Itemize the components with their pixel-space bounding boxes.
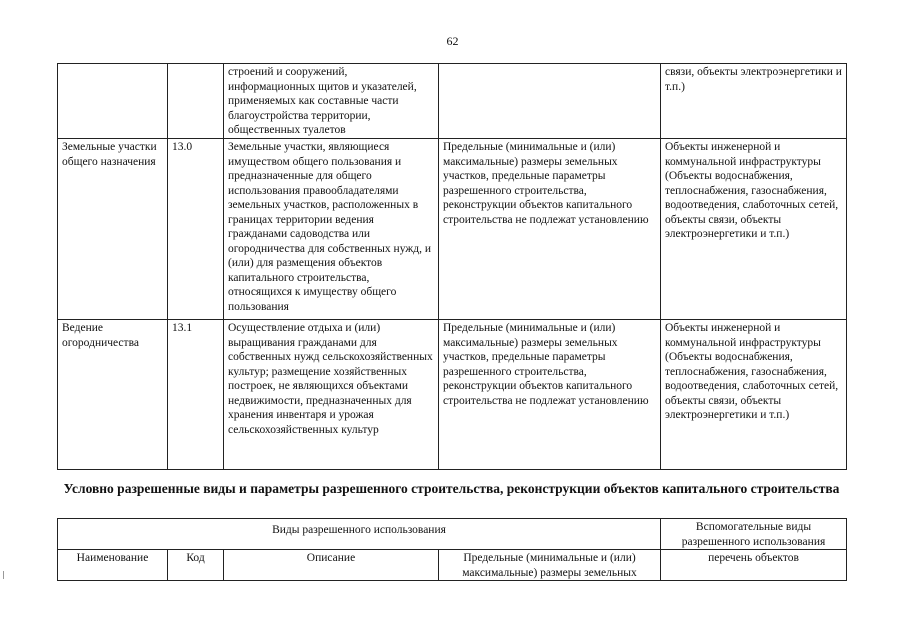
row-name: Ведение огородничества (58, 320, 168, 470)
row-code: 13.1 (168, 320, 224, 470)
section-heading: Условно разрешенные виды и параметры разрешенного строительства, реконструкции объектов капитального строительства (63, 481, 840, 496)
row-parameters: Предельные (минимальные и (или) максимальные) размеры земельных участков, предельные параметры разрешенного строительства, реконструкции объектов капитального строительства не подлежат установлению (439, 320, 661, 470)
col-code-header: Код (168, 550, 224, 581)
row-parameters: Предельные (минимальные и (или) максимальные) размеры земельных участков, предельные параметры разрешенного строительства, реконструкции объектов капитального строительства не подлежат установлению (439, 139, 661, 320)
row-description: Земельные участки, являющиеся имуществом общего пользования и предназначенные для общего использования правообладателями земельных участков, расположенных в границах территории ведения гражданами садоводства или огородничества для собственных нужд, и (или) для размещения объектов капитального строительства, относящихся к имуществу общего пользования (224, 139, 439, 320)
group-header: Виды разрешенного использования (58, 519, 661, 550)
conditional-uses-table (57, 518, 847, 581)
row-description: Осуществление отдыха и (или) выращивания гражданами для собственных нужд сельскохозяйственных культур; размещение хозяйственных построек, не являющихся объектами недвижимости, предназначенных для хранения инвентаря и урожая сельскохозяйственных культур (224, 320, 439, 470)
row-auxiliary: Объекты инженерной и коммунальной инфраструктуры (Объекты водоснабжения, теплоснабжения, газоснабжения, водоотведения, слаботочных сетей, объекты связи, объекты электроэнергетики и т.п.) (661, 139, 847, 320)
row-parameters (439, 64, 661, 139)
col-parameters-header: Предельные (минимальные и (или) максимальные) размеры земельных (439, 550, 661, 581)
row-name (58, 64, 168, 139)
table-header-row (58, 519, 847, 550)
row-auxiliary: Объекты инженерной и коммунальной инфраструктуры (Объекты водоснабжения, теплоснабжения, газоснабжения, водоотведения, слаботочных сетей, объекты связи, объекты электроэнергетики и т.п.) (661, 320, 847, 470)
table-row (58, 139, 847, 320)
row-description: строений и сооружений, информационных щитов и указателей, применяемых как составные части благоустройства территории, общественных туалетов (224, 64, 439, 139)
table-row (58, 320, 847, 470)
row-code (168, 64, 224, 139)
table-subheader-row (58, 550, 847, 581)
table-row (58, 64, 847, 139)
row-code: 13.0 (168, 139, 224, 320)
col-aux-header: перечень объектов (661, 550, 847, 581)
page-number: 62 (446, 34, 459, 48)
row-auxiliary: связи, объекты электроэнергетики и т.п.) (661, 64, 847, 139)
permitted-uses-table (57, 63, 847, 470)
scan-artifact (3, 571, 8, 579)
col-description-header: Описание (224, 550, 439, 581)
aux-header: Вспомогательные виды разрешенного использования (661, 519, 847, 550)
row-name: Земельные участки общего назначения (58, 139, 168, 320)
col-name-header: Наименование (58, 550, 168, 581)
